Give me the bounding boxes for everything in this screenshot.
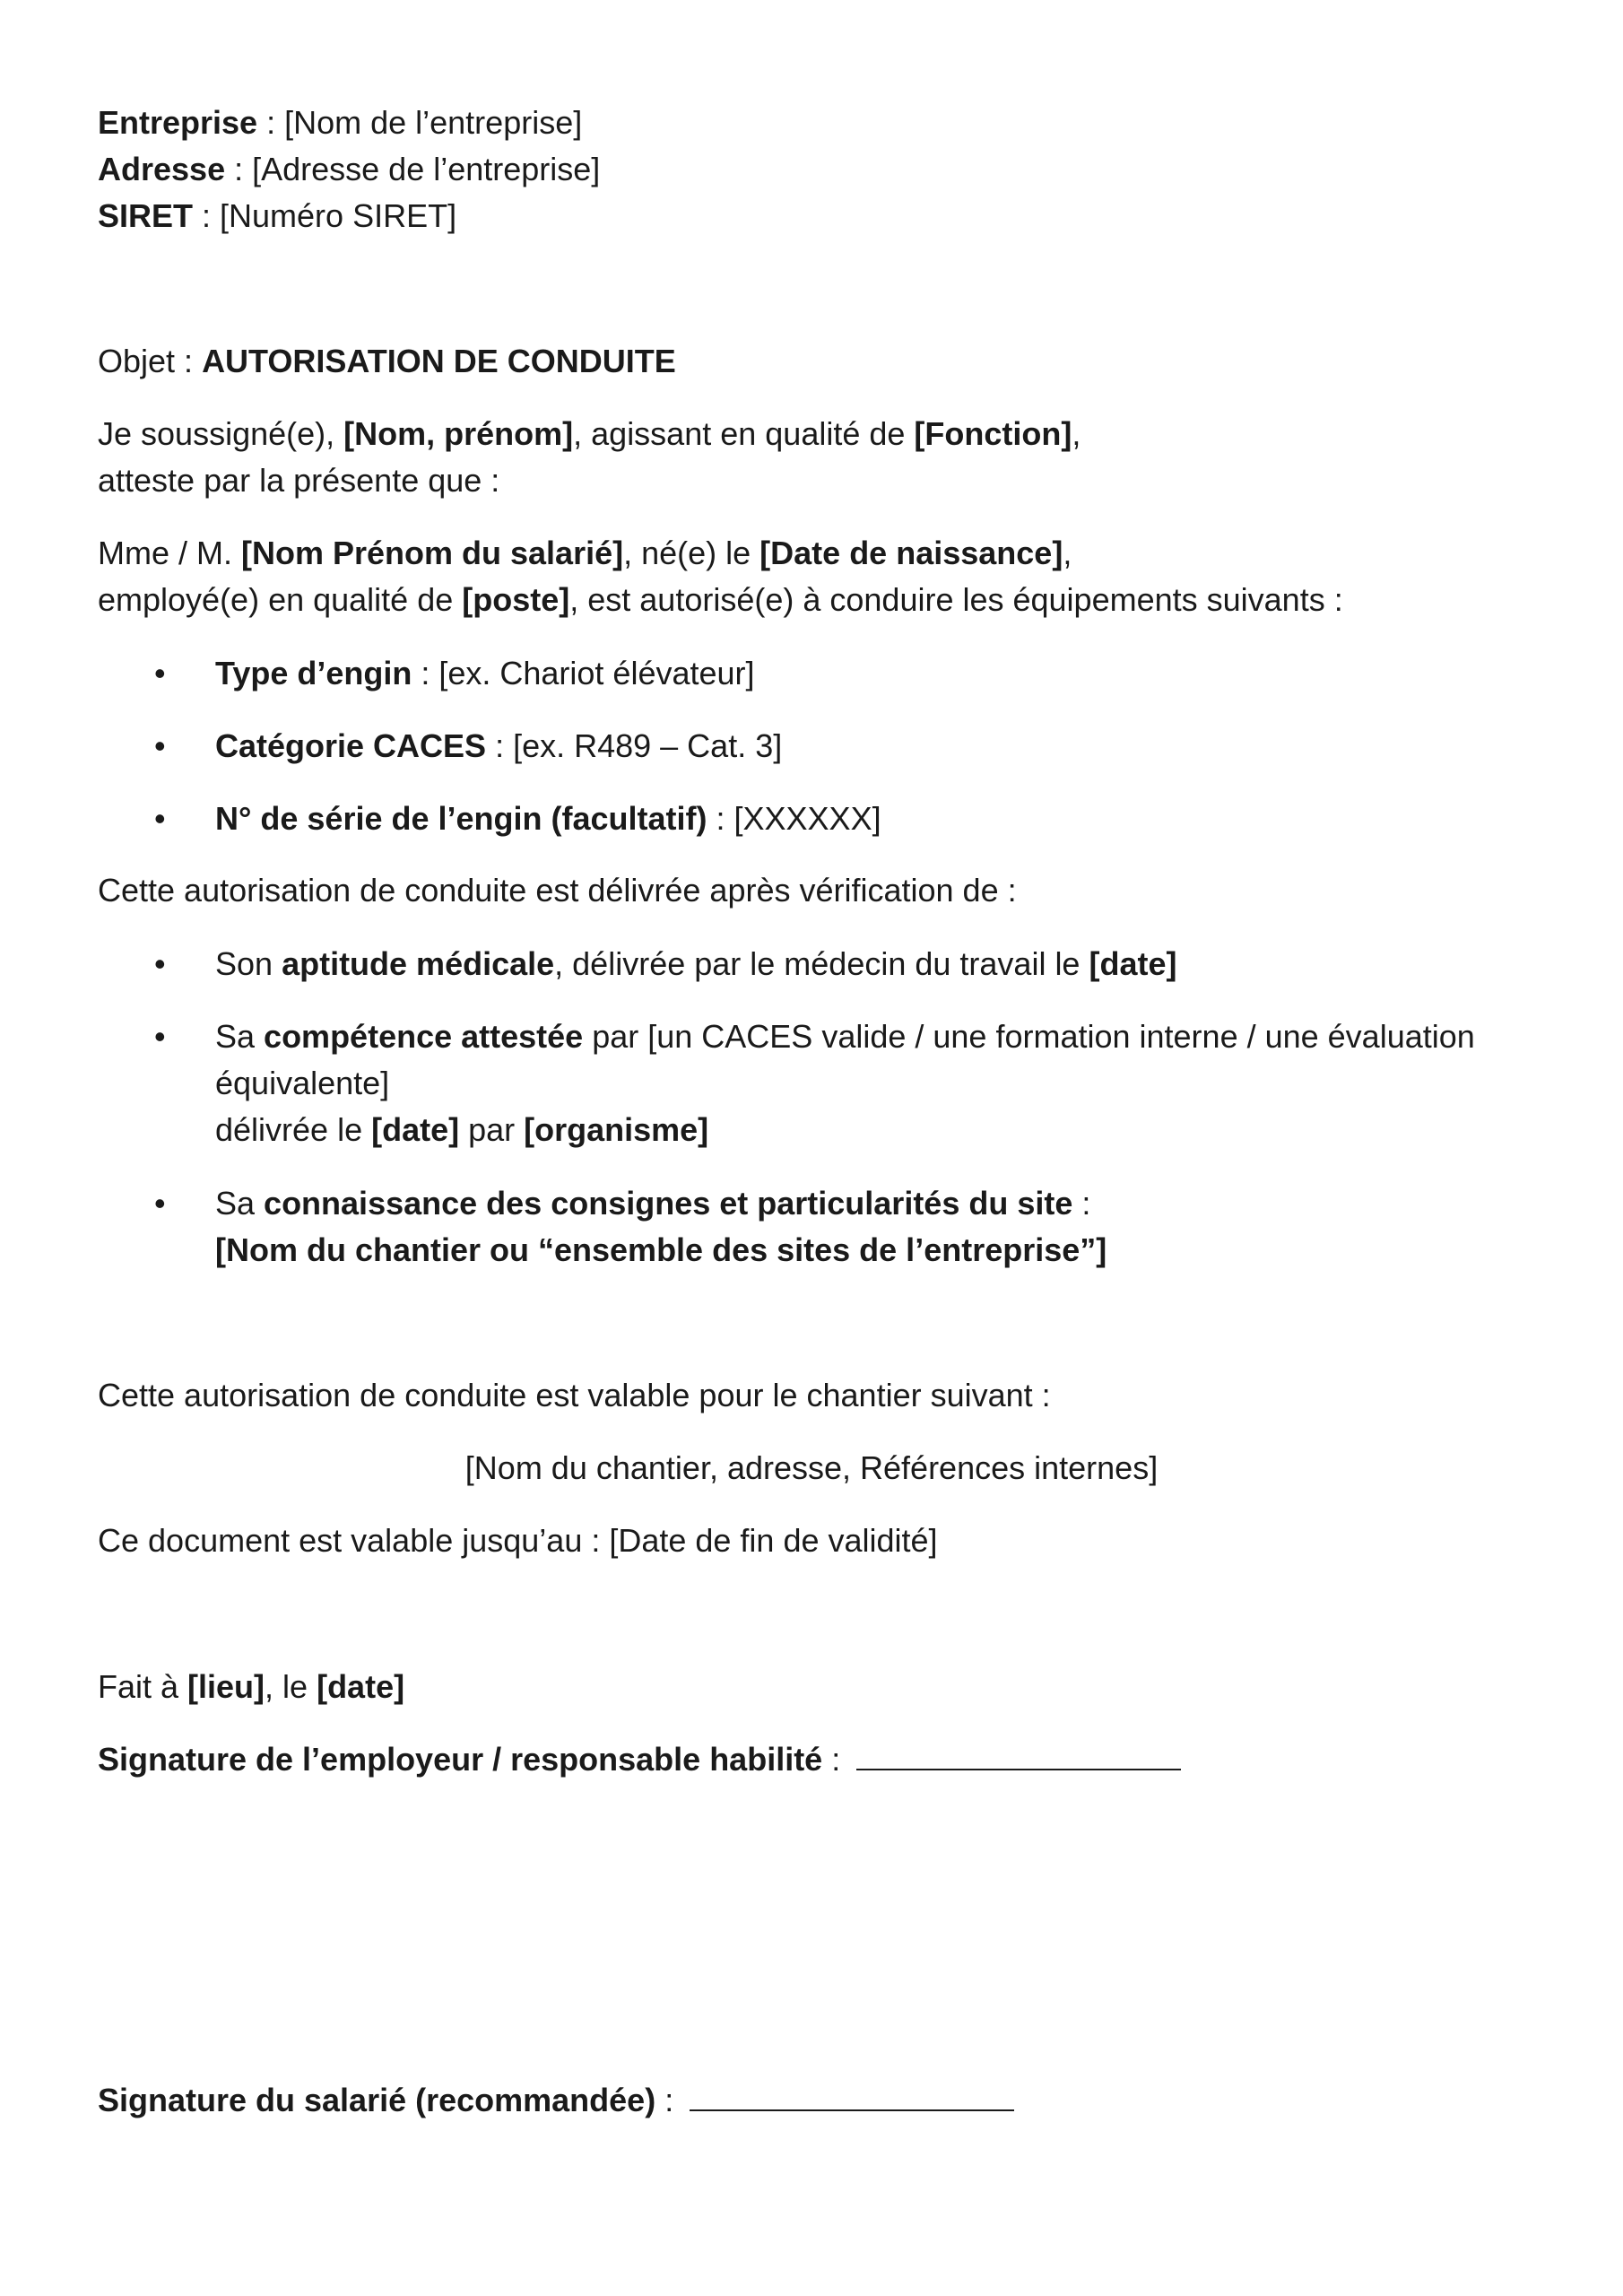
verification-item-competence [215, 1013, 1475, 1060]
verification-key: compétence attestée [264, 1018, 584, 1055]
attestation-line-2 [98, 457, 499, 504]
verification-text: : [1072, 1185, 1091, 1222]
siret-label: SIRET [98, 197, 194, 234]
equipment-value: : [ex. Chariot élévateur] [412, 655, 755, 691]
employee-text: , né(e) le [623, 535, 760, 571]
date-placeholder: [date] [371, 1111, 460, 1148]
equipment-value: : [XXXXXX] [707, 800, 881, 837]
organism-placeholder: [organisme] [524, 1111, 709, 1148]
object-prefix: Objet : [98, 343, 203, 379]
made-at-text: Fait à [98, 1668, 188, 1705]
validity-site-intro [98, 1372, 1051, 1419]
place-placeholder: [lieu] [187, 1668, 265, 1705]
attestation-text: , [1072, 415, 1081, 452]
employee-text: , est autorisé(e) à conduire les équipements suivants : [569, 581, 1343, 618]
bullet-icon: • [154, 945, 166, 982]
employer-signature-line [98, 1736, 1181, 1783]
employee-text: employé(e) en qualité de [98, 581, 463, 618]
equipment-value: : [ex. R489 – Cat. 3] [486, 727, 783, 764]
bullet-icon: • [154, 800, 166, 837]
employee-text: Mme / M. [98, 535, 241, 571]
verification-key: connaissance des consignes et particularités du site [264, 1185, 1073, 1222]
employee-text: , [1063, 535, 1072, 571]
employer-signature-field[interactable] [856, 1738, 1181, 1770]
equipment-item [215, 650, 755, 697]
employee-name-placeholder: [Nom Prénom du salarié] [241, 535, 624, 571]
employee-line-2 [98, 577, 1343, 623]
validity-text: Cette autorisation de conduite est valable pour le chantier suivant : [98, 1377, 1051, 1413]
employee-signature-label: Signature du salarié (recommandée) [98, 2082, 656, 2118]
equipment-item [215, 796, 881, 842]
employee-signature-line [98, 2077, 1014, 2124]
site-placeholder: [Nom du chantier ou “ensemble des sites de l’entreprise”] [215, 1231, 1107, 1268]
made-at-text: , le [265, 1668, 317, 1705]
attestation-text: , agissant en qualité de [573, 415, 915, 452]
object-title: AUTORISATION DE CONDUITE [202, 343, 676, 379]
verification-text: délivrée le [215, 1111, 372, 1148]
address-label: Adresse [98, 151, 226, 187]
object-line [98, 338, 676, 385]
verification-intro [98, 867, 1017, 914]
bullet-icon: • [154, 1018, 166, 1055]
bullet-icon: • [154, 655, 166, 691]
equipment-label: Catégorie CACES [215, 727, 487, 764]
verification-text: Sa [215, 1185, 265, 1222]
employee-signature-field[interactable] [690, 2079, 1014, 2111]
birth-date-placeholder: [Date de naissance] [759, 535, 1063, 571]
employee-line-1 [98, 530, 1072, 577]
company-line [98, 100, 582, 146]
made-at-line [98, 1664, 404, 1710]
verification-text: équivalente] [215, 1065, 390, 1101]
validity-until [98, 1518, 938, 1564]
company-value: : [Nom de l’entreprise] [257, 104, 583, 141]
validity-site-value [0, 1445, 1623, 1492]
siret-line [98, 193, 456, 239]
verification-key: aptitude médicale [282, 945, 555, 982]
verification-text: par [459, 1111, 525, 1148]
equipment-item [215, 723, 782, 770]
verification-item-medical [215, 941, 1176, 987]
equipment-label: N° de série de l’engin (facultatif) [215, 800, 707, 837]
verification-text: , délivrée par le médecin du travail le [554, 945, 1089, 982]
site-details-placeholder: [Nom du chantier, adresse, Références internes] [464, 1449, 1159, 1486]
equipment-label: Type d’engin [215, 655, 412, 691]
verification-item-site-line-2 [215, 1227, 1107, 1274]
address-line [98, 146, 600, 193]
date-placeholder: [date] [317, 1668, 405, 1705]
bullet-icon: • [154, 1185, 166, 1222]
bullet-icon: • [154, 727, 166, 764]
verification-intro-text: Cette autorisation de conduite est délivrée après vérification de : [98, 872, 1017, 909]
position-placeholder: [poste] [462, 581, 570, 618]
verification-text: Son [215, 945, 282, 982]
verification-text: Sa [215, 1018, 265, 1055]
siret-value: : [Numéro SIRET] [193, 197, 457, 234]
verification-item-competence-line-2 [215, 1060, 389, 1107]
verification-item-competence-line-3 [215, 1107, 708, 1153]
signature-separator: : [822, 1741, 850, 1778]
address-value: : [Adresse de l’entreprise] [225, 151, 601, 187]
attestation-line-1 [98, 411, 1081, 457]
verification-text: par [un CACES valide / une formation interne / une évaluation [583, 1018, 1475, 1055]
company-label: Entreprise [98, 104, 258, 141]
attestation-text: atteste par la présente que : [98, 462, 500, 499]
signature-separator: : [655, 2082, 683, 2118]
date-placeholder: [date] [1089, 945, 1177, 982]
verification-item-site [215, 1180, 1090, 1227]
signatory-name-placeholder: [Nom, prénom] [343, 415, 574, 452]
employer-signature-label: Signature de l’employeur / responsable habilité [98, 1741, 823, 1778]
attestation-text: Je soussigné(e), [98, 415, 344, 452]
validity-text: Ce document est valable jusqu’au : [Date de fin de validité] [98, 1522, 938, 1559]
function-placeholder: [Fonction] [914, 415, 1072, 452]
